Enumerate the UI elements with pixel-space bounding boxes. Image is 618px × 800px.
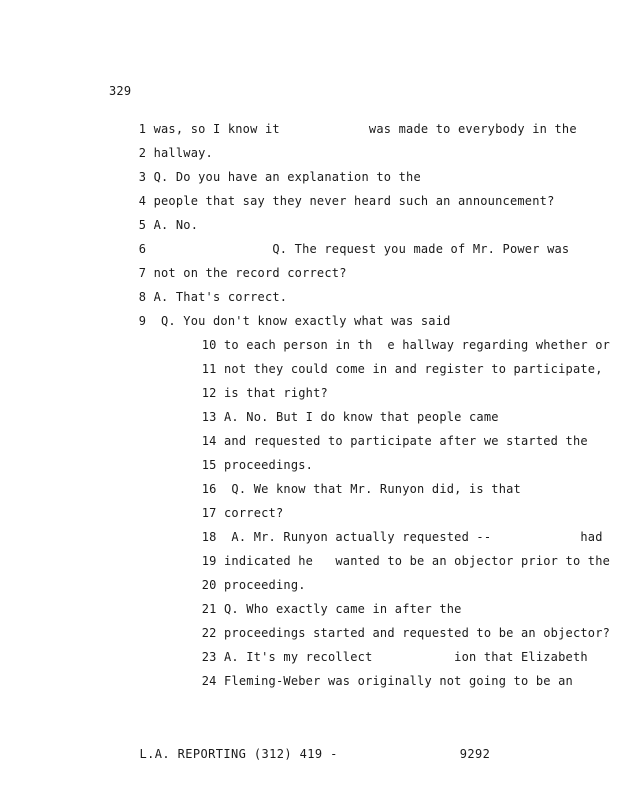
line-text: A. That's correct. bbox=[153, 290, 288, 304]
reporter-name: L.A. REPORTING bbox=[139, 747, 247, 761]
line-number: 18 bbox=[201, 530, 217, 544]
reporter-phone: (312) 419 - 9292 bbox=[253, 747, 491, 761]
line-number: 16 bbox=[201, 482, 217, 496]
page-number: 329 bbox=[109, 84, 132, 98]
line-text: was, so I know it was made to everybody in the bbox=[153, 122, 577, 136]
line-text: to each person in th e hallway regarding whether or bbox=[224, 338, 611, 352]
line-text: Q. Who exactly came in after the bbox=[224, 602, 462, 616]
line-number: 19 bbox=[201, 554, 217, 568]
line-text: A. It's my recollect ion that Elizabeth bbox=[224, 650, 588, 664]
line-number: 13 bbox=[201, 410, 217, 424]
line-number: 1 bbox=[138, 122, 147, 136]
line-text: proceedings started and requested to be an objector? bbox=[224, 626, 611, 640]
line-text: Q. Do you have an explanation to the bbox=[153, 170, 421, 184]
line-text: correct? bbox=[224, 506, 284, 520]
line-text: A. No. bbox=[153, 218, 199, 232]
line-text: people that say they never heard such an announcement? bbox=[153, 194, 555, 208]
line-text: is that right? bbox=[224, 386, 328, 400]
line-number: 20 bbox=[201, 578, 217, 592]
line-text: and requested to participate after we started the bbox=[224, 434, 588, 448]
line-text: Q. The request you made of Mr. Power was bbox=[153, 242, 570, 256]
line-text: not they could come in and register to participate, bbox=[224, 362, 603, 376]
line-number: 10 bbox=[201, 338, 217, 352]
line-text: A. No. But I do know that people came bbox=[224, 410, 499, 424]
line-number: 24 bbox=[201, 674, 217, 688]
line-number: 3 bbox=[138, 170, 147, 184]
transcript-line bbox=[172, 660, 573, 702]
line-number: 11 bbox=[201, 362, 217, 376]
line-text: Q. We know that Mr. Runyon did, is that bbox=[224, 482, 521, 496]
line-number: 9 bbox=[138, 314, 147, 328]
line-number: 15 bbox=[201, 458, 217, 472]
line-number: 4 bbox=[138, 194, 147, 208]
line-text: Fleming-Weber was originally not going to be an bbox=[224, 674, 573, 688]
line-text: indicated he wanted to be an objector prior to the bbox=[224, 554, 611, 568]
line-text: A. Mr. Runyon actually requested -- had bbox=[224, 530, 603, 544]
line-text: proceedings. bbox=[224, 458, 314, 472]
line-text: not on the record correct? bbox=[153, 266, 347, 280]
line-text: Q. You don't know exactly what was said bbox=[153, 314, 451, 328]
line-number: 21 bbox=[201, 602, 217, 616]
line-number: 12 bbox=[201, 386, 217, 400]
page-footer bbox=[109, 733, 490, 775]
line-text: proceeding. bbox=[224, 578, 306, 592]
line-number: 17 bbox=[201, 506, 217, 520]
line-number: 22 bbox=[201, 626, 217, 640]
line-number: 2 bbox=[138, 146, 147, 160]
line-text: hallway. bbox=[153, 146, 213, 160]
line-number: 6 bbox=[138, 242, 147, 256]
line-number: 14 bbox=[201, 434, 217, 448]
line-number: 7 bbox=[138, 266, 147, 280]
line-number: 23 bbox=[201, 650, 217, 664]
line-number: 8 bbox=[138, 290, 147, 304]
line-number: 5 bbox=[138, 218, 147, 232]
